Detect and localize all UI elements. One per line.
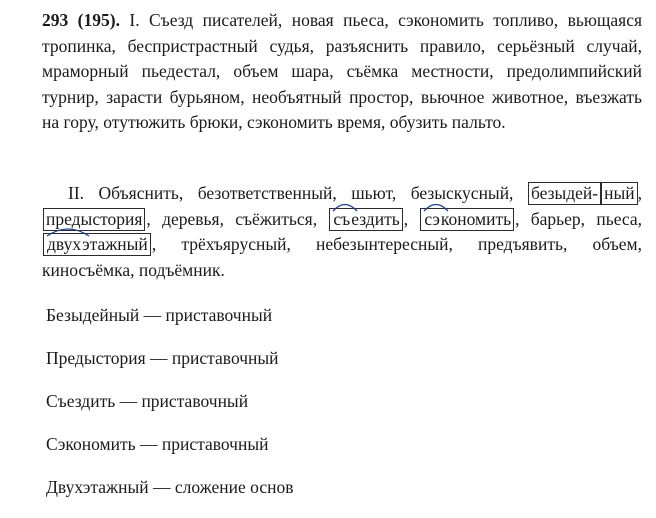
- boxed-word-bezydeynyy-line1: [528, 182, 601, 205]
- prefix-text: съ: [333, 208, 351, 229]
- part-2-seg-6: ,: [403, 208, 420, 229]
- prefix-text: сэ: [424, 208, 440, 229]
- boxed-word-text: предыстория: [46, 208, 143, 229]
- prefix-arc-marker: [46, 234, 82, 254]
- boxed-word-text: ный: [604, 183, 635, 203]
- answer-item: Съездить — приставочный: [46, 391, 249, 411]
- prefix-arc-marker: [423, 209, 441, 229]
- boxed-word-text: безыдей-: [530, 183, 599, 203]
- root-text: ездить: [351, 208, 400, 229]
- root-text: кономить: [440, 208, 512, 229]
- part-2-seg-0: Объяснить, безответственный, шьют, безыскусный,: [98, 183, 528, 203]
- answers-list: [46, 305, 636, 498]
- exercise-part-1: [42, 8, 642, 136]
- part-1-roman-numeral: I.: [129, 10, 140, 30]
- answer-item: Безыдейный — приставочный: [46, 305, 273, 325]
- part-2-seg-4: , деревья, съёжиться,: [146, 208, 329, 229]
- part-2-seg-2: ,: [637, 183, 643, 203]
- part-2-seg-8: , барьер, пьеса,: [515, 208, 643, 229]
- boxed-word-dvuhetazhnyy: [43, 233, 151, 256]
- boxed-word-bezydeynyy-line2: [601, 182, 638, 205]
- prefix-text: двух: [47, 234, 82, 254]
- answer-item: Двухэтажный — сложение основ: [46, 477, 294, 497]
- part-1-body: Съезд писателей, новая пьеса, сэкономить топливо, вьющаяся тропинка, беспристрастный судья, разъяснить правило, серьёзный случай, мраморный пьедестал, объем шара, съёмка местности, предолимпийский турнир, зарасти бурьяном, необъятный простор, вьючное животное, въезжать на гору, отутюжить брюки, сэкономить время, обузить пальто.: [42, 10, 643, 132]
- root-text: этажный: [82, 234, 148, 254]
- part-2-roman-numeral: II.: [68, 183, 85, 203]
- answer-item: Сэкономить — приставочный: [46, 434, 269, 454]
- part-2-seg-10: , трёхъярусный, небезынтересный, предъявить, объем, киносъёмка, подъёмник.: [42, 234, 642, 280]
- exercise-part-2: [42, 181, 642, 283]
- boxed-word-sekonomit: [420, 208, 514, 231]
- prefix-arc-marker: [332, 209, 351, 229]
- exercise-number: 293 (195).: [42, 10, 120, 30]
- answer-item: Предыстория — приставочный: [46, 348, 279, 368]
- boxed-word-predystoriya: [43, 208, 145, 231]
- boxed-word-sezdit: [329, 208, 402, 231]
